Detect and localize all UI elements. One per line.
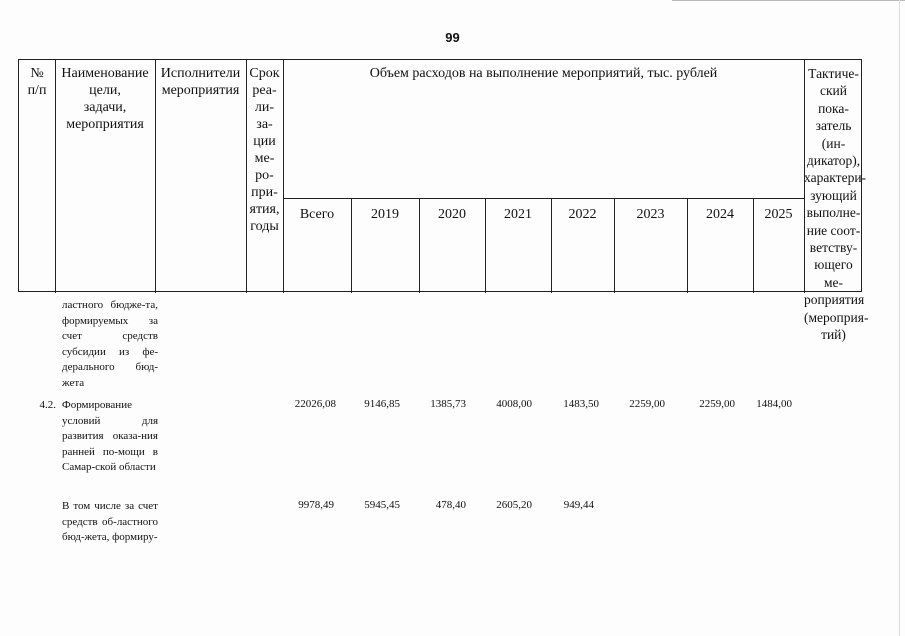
row-name: В том числе за счет средств об-ластного бюд-жета, формиру-	[62, 500, 158, 543]
value-2023: 2259,00	[629, 398, 665, 410]
value-2019: 9146,85	[364, 398, 400, 410]
header-year-2021: 2021	[504, 207, 532, 222]
row-name: ластного бюдже-та, формируемых за счет средств субсидии из фе-дерального бюд-жета	[62, 299, 158, 389]
col-divider	[283, 60, 284, 293]
row-number: 4.2.	[39, 399, 56, 411]
value-total: 9978,49	[298, 499, 334, 511]
volume-sub-divider	[283, 198, 804, 199]
scan-edge-top	[672, 0, 905, 1]
header-term: Срок реа- ли- за- ции ме- ро- при- ятия, годы	[249, 66, 280, 234]
header-num: № п/п	[27, 66, 47, 98]
value-2021: 2605,20	[496, 499, 532, 511]
value-2022: 1483,50	[563, 398, 599, 410]
header-year-2020: 2020	[438, 207, 466, 222]
header-year-2022: 2022	[568, 207, 597, 222]
header-year-2019: 2019	[371, 207, 399, 222]
header-volume: Объем расходов на выполнение мероприятий, тыс. рублей	[369, 66, 718, 81]
header-year-total: Всего	[299, 207, 335, 222]
header-year-2024: 2024	[706, 207, 734, 222]
table-header	[18, 59, 869, 343]
header-year-2023: 2023	[636, 207, 665, 222]
value-2019: 5945,45	[364, 499, 400, 511]
value-2021: 4008,00	[496, 398, 532, 410]
header-indicator: Тактиче- ский пока- затель (ин- дикатор), характери- зующий выполне- ние соот- ветству- ющего ме- роприятия (мероприя- тий)	[804, 66, 869, 343]
header-executors: Исполнители мероприятия	[160, 66, 241, 98]
value-2024: 2259,00	[699, 398, 735, 410]
header-year-2025: 2025	[764, 207, 793, 222]
value-2020: 1385,73	[430, 398, 466, 410]
header-name: Наименование цели, задачи, мероприятия	[61, 66, 149, 132]
value-2025: 1484,00	[756, 398, 792, 410]
row-name: Формирование условий для развития оказа-ния ранней по-мощи в Самар-ской области	[62, 399, 158, 473]
value-total: 22026,08	[294, 398, 336, 410]
value-2020: 478,40	[435, 499, 466, 511]
scan-edge-right	[899, 0, 900, 636]
page-number: 99	[445, 30, 460, 45]
value-2022: 949,44	[563, 499, 594, 511]
